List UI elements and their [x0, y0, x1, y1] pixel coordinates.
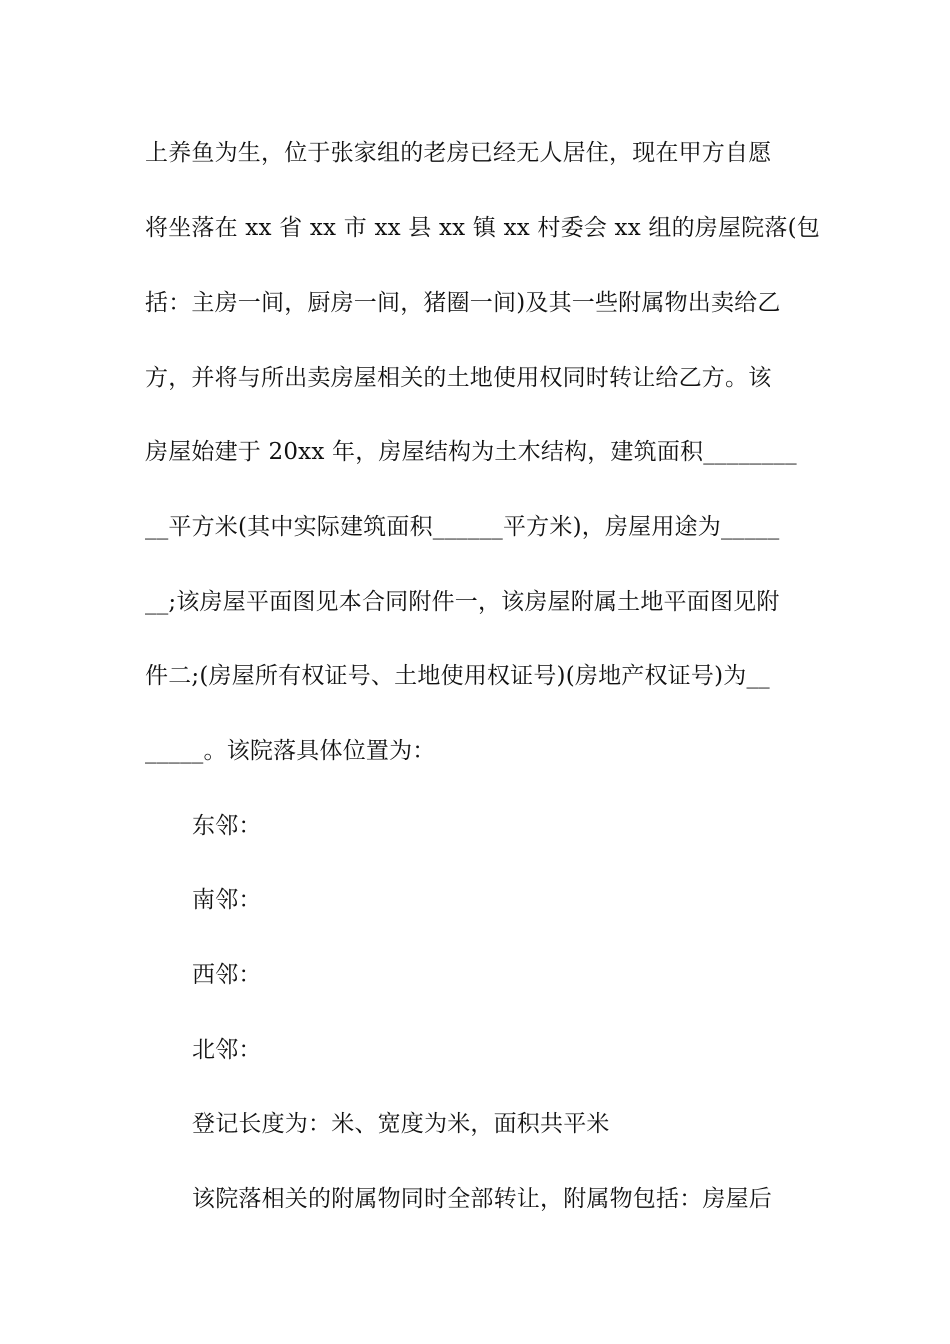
body-text-line: __平方米(其中实际建筑面积______平方米)，房屋用途为_____: [145, 514, 780, 540]
body-text-line: 件二;(房屋所有权证号、土地使用权证号)(房地产权证号)为__: [145, 663, 770, 689]
west-neighbor-line: 西邻：: [192, 962, 262, 988]
body-text-line: 房屋始建于 20xx 年，房屋结构为土木结构，建筑面积________: [145, 439, 797, 465]
body-text-line: __;该房屋平面图见本合同附件一，该房屋附属土地平面图见附: [145, 589, 780, 615]
body-text-line: 将坐落在 xx 省 xx 市 xx 县 xx 镇 xx 村委会 xx 组的房屋院落(包: [145, 215, 820, 241]
body-text-line: 括：主房一间，厨房一间，猪圈一间)及其一些附属物出卖给乙: [145, 290, 781, 316]
body-text-line: 方，并将与所出卖房屋相关的土地使用权同时转让给乙方。该: [145, 365, 772, 391]
appurtenances-line: 该院落相关的附属物同时全部转让，附属物包括：房屋后: [192, 1186, 772, 1212]
east-neighbor-line: 东邻：: [192, 813, 262, 839]
north-neighbor-line: 北邻：: [192, 1037, 262, 1063]
south-neighbor-line: 南邻：: [192, 887, 262, 913]
body-text-line: 上养鱼为生，位于张家组的老房已经无人居住，现在甲方自愿: [145, 140, 772, 166]
body-text-line: _____。该院落具体位置为：: [145, 738, 436, 764]
registered-dimensions-line: 登记长度为：米、宽度为米，面积共平米: [192, 1111, 610, 1137]
